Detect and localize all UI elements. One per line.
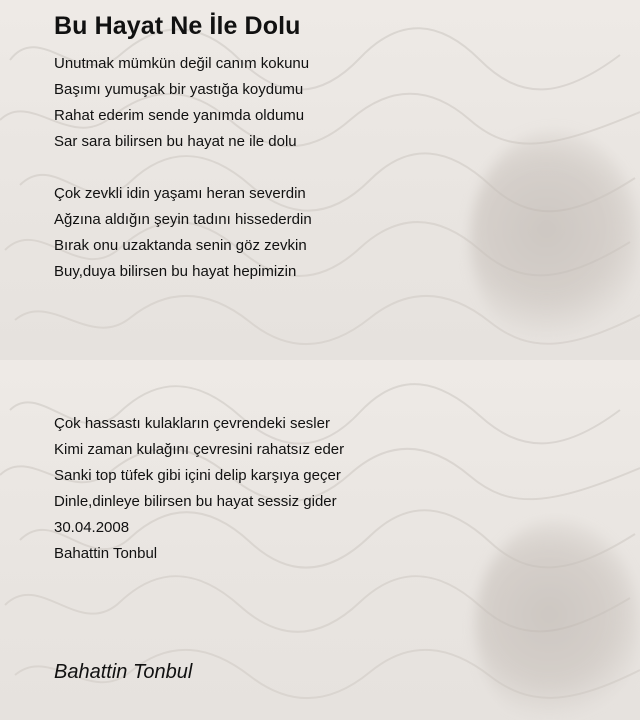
- poem-line: Buy,duya bilirsen bu hayat hepimizin: [54, 263, 297, 280]
- poem-date: 30.04.2008: [54, 519, 130, 536]
- poem-line: Sar sara bilirsen bu hayat ne ile dolu: [54, 133, 297, 150]
- poem-title: Bu Hayat Ne İle Dolu: [54, 12, 301, 40]
- author-signature: Bahattin Tonbul: [54, 661, 193, 683]
- poem-line: Ağzına aldığın şeyin tadını hissederdin: [54, 211, 312, 228]
- poem-line: Rahat ederim sende yanımda oldumu: [54, 107, 305, 124]
- poem-line: Dinle,dinleye bilirsen bu hayat sessiz gider: [54, 493, 337, 510]
- poem-line: Kimi zaman kulağını çevresini rahatsız eder: [54, 441, 345, 458]
- poem-line: Başımı yumuşak bir yastığa koydumu: [54, 81, 304, 98]
- poem-line: Çok zevkli idin yaşamı heran severdin: [54, 185, 306, 202]
- ink-stain: [475, 520, 640, 720]
- poem-line: Sanki top tüfek gibi içini delip karşıya geçer: [54, 467, 341, 484]
- poem-line: Çok hassastı kulakların çevrendeki sesler: [54, 415, 330, 432]
- poem-line: Unutmak mümkün değil canım kokunu: [54, 55, 310, 72]
- ink-stain: [470, 130, 640, 350]
- poem-author: Bahattin Tonbul: [54, 545, 158, 562]
- poem-line: Bırak onu uzaktanda senin göz zevkin: [54, 237, 307, 254]
